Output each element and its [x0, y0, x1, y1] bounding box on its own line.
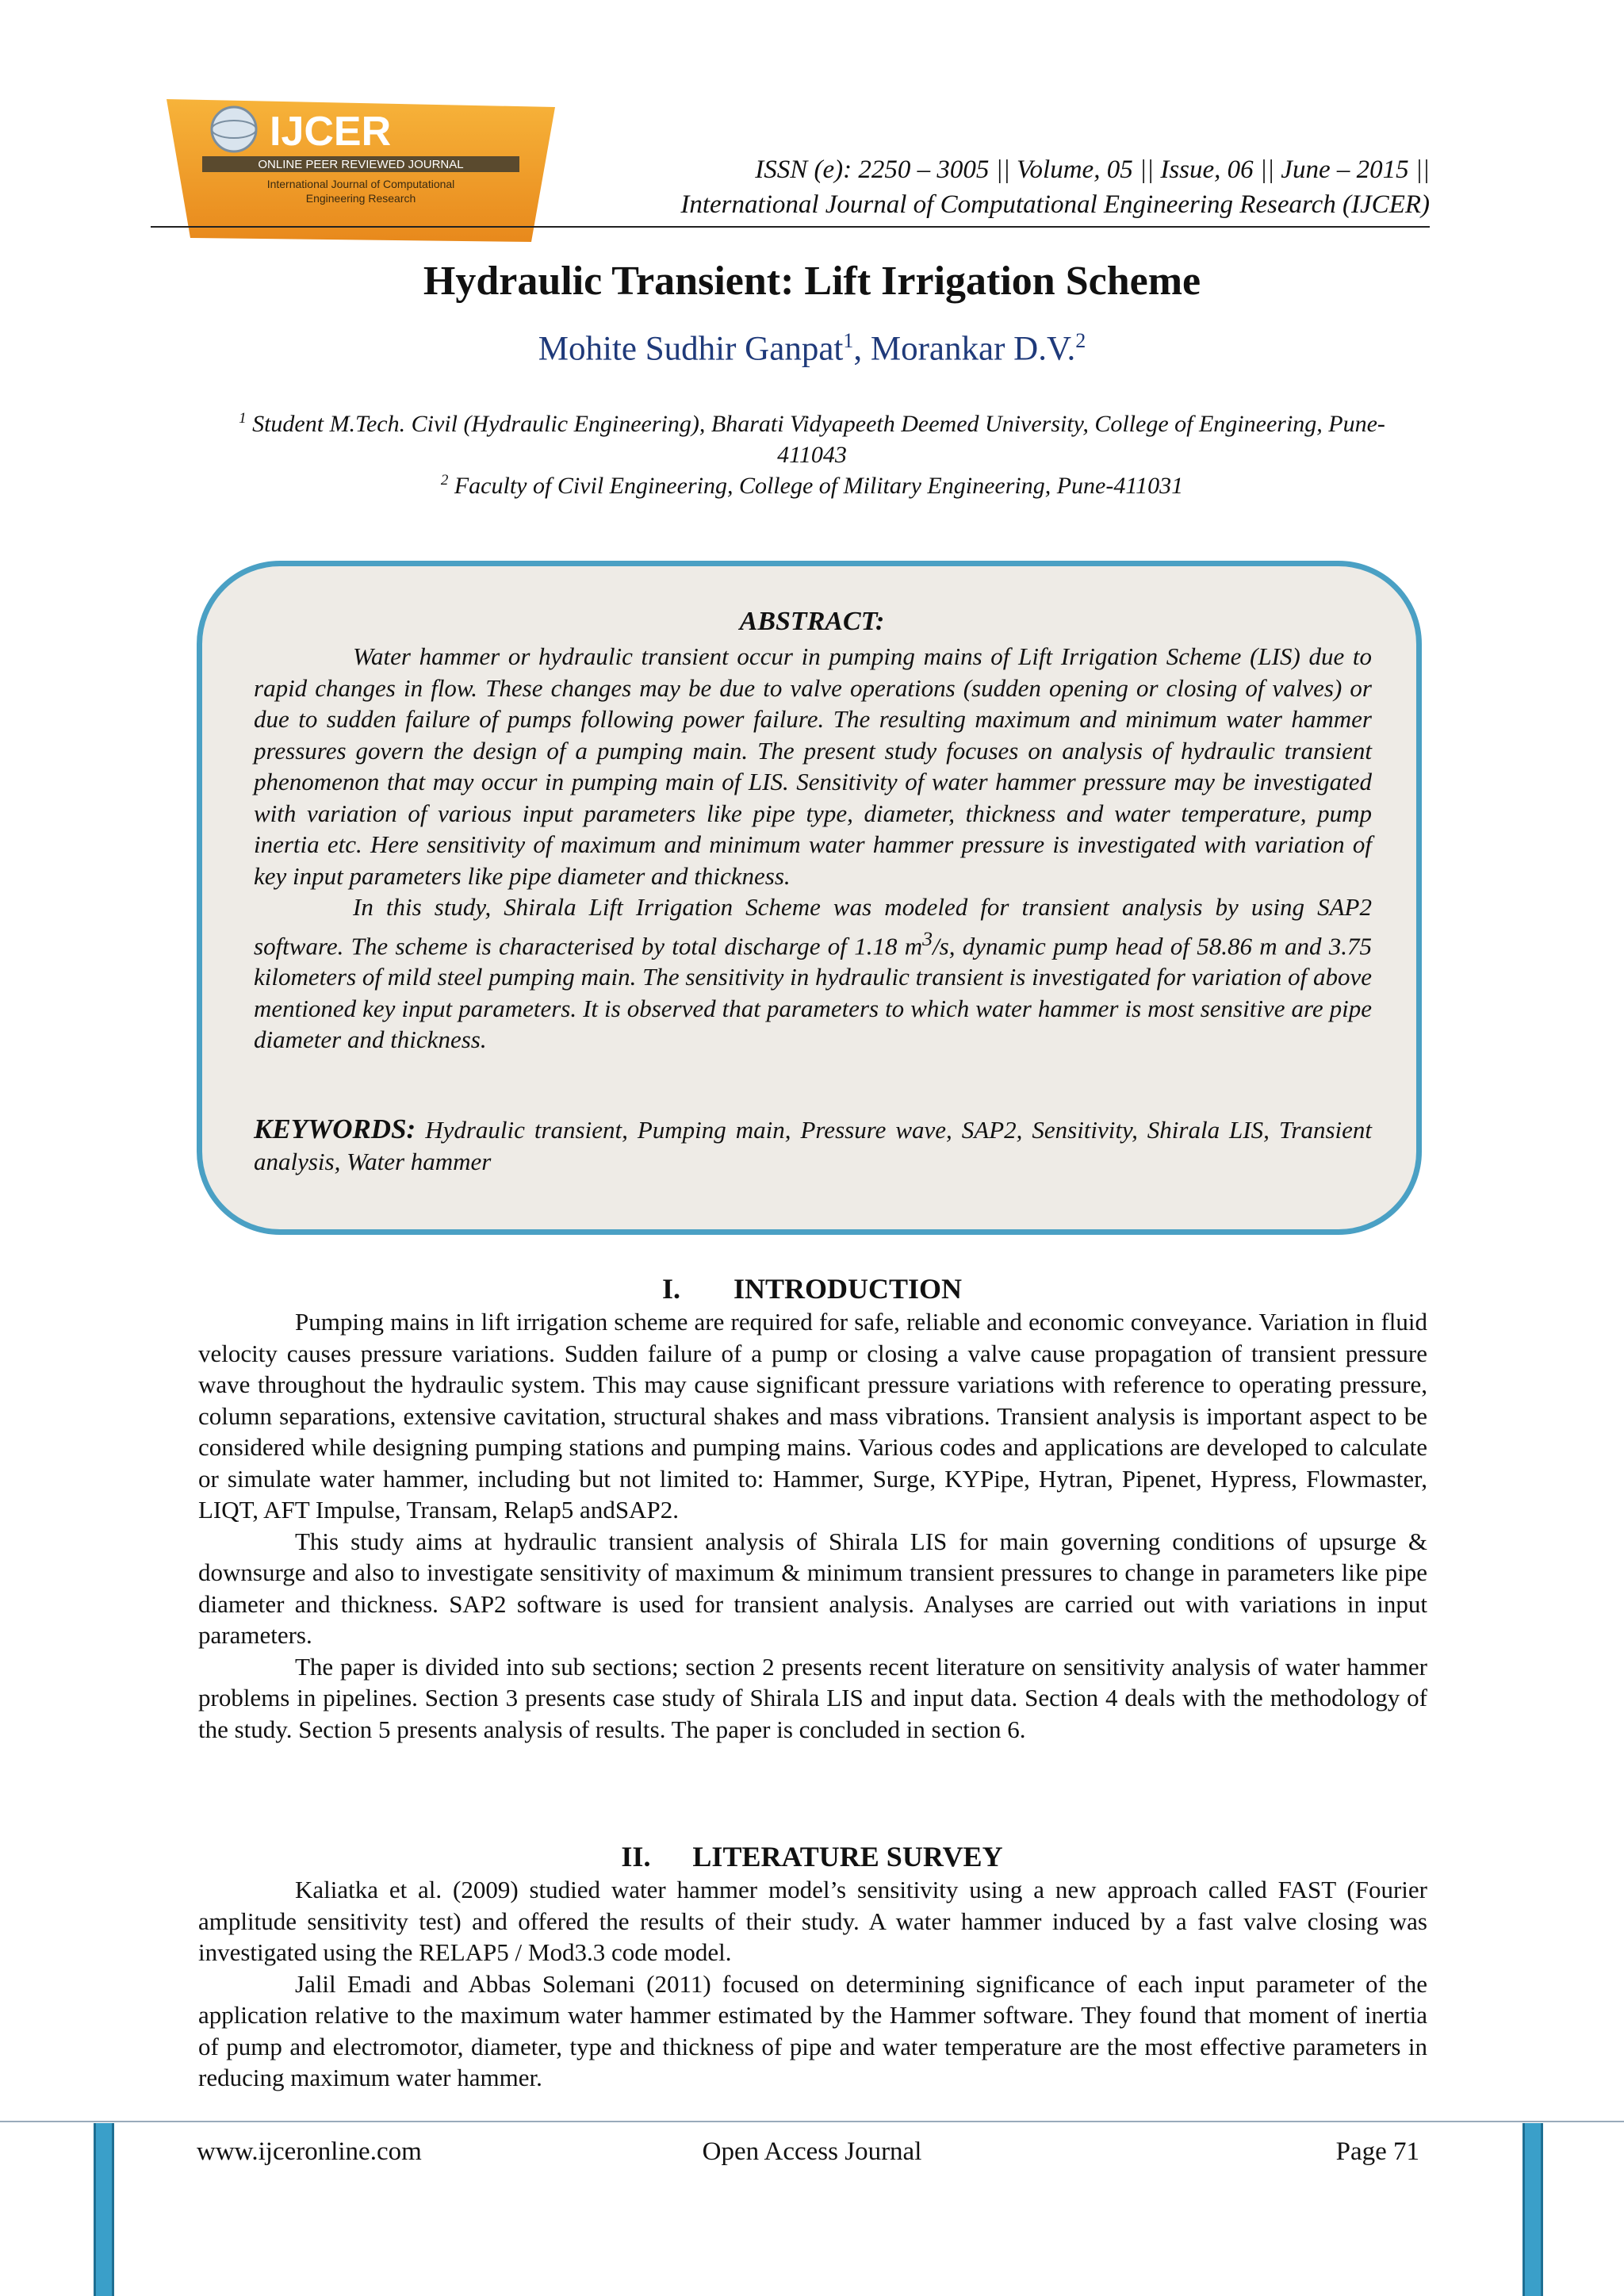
footer-website-link[interactable]: www.ijceronline.com [197, 2137, 422, 2166]
issn-line: ISSN (e): 2250 – 3005 || Volume, 05 || Issue, 06 || June – 2015 || [755, 155, 1430, 184]
logo-line1: ONLINE PEER REVIEWED JOURNAL [258, 158, 464, 171]
keywords-label: KEYWORDS: [254, 1114, 416, 1144]
section-2-paragraph-1: Kaliatka et al. (2009) studied water hammer model’s sensitivity using a new approach called FAST (Fourier amplitude sensitivity test) and offered the results of their study. A water hammer induced by a fast valve closing was investigated using the RELAP5 / Mod3.3 code model. [198, 1876, 1427, 1966]
abstract-p2-sup: 3 [922, 926, 933, 950]
journal-name-line: International Journal of Computational Engineering Research (IJCER) [680, 190, 1430, 219]
paper-title: Hydraulic Transient: Lift Irrigation Scheme [423, 259, 1201, 304]
section-2-number: II. [621, 1841, 651, 1872]
logo-line2: International Journal of Computational [266, 178, 455, 190]
section-2-title: LITERATURE SURVEY [692, 1841, 1003, 1872]
section-1-paragraph-1: Pumping mains in lift irrigation scheme are required for safe, reliable and economic conveyance. Variation in fluid velocity causes pressure variations. Sudden failure of a pump or closing a valve cause propagation of transient pressure wave throughout the hydraulic system. This may cause significant pressure variations with reference to operating pressure, column separations, extensive cavitation, structural shakes and mass vibrations. Transient analysis is important aspect to be considered while designing pumping stations and pumping mains. Various codes and applications are developed to calculate or simulate water hammer, including but not limited to: Hammer, Surge, KYPipe, Hytran, Pipenet, Hypress, Flowmaster, LIQT, AFT Impulse, Transam, Relap5 andSAP2. [198, 1308, 1427, 1524]
section-1-number: I. [661, 1273, 680, 1305]
abstract-paragraph-1: Water hammer or hydraulic transient occur in pumping mains of Lift Irrigation Scheme (LIS) due to rapid changes in flow. These changes may be due to valve operations (sudden opening or closing of valves) or due to sudden failure of pumps following power failure. The resulting maximum and minimum water hammer pressures govern the design of a pumping main. The present study focuses on analysis of hydraulic transient phenomenon that may occur in pumping main of LIS. Sensitivity of water hammer pressure may be investigated with variation of various input parameters like pipe type, diameter, thickness and water temperature, pump inertia etc. Here sensitivity of maximum and minimum water hammer pressure is investigated with variation of key input parameters like pipe diameter and thickness. [254, 642, 1372, 890]
affiliation-1-sup: 1 [239, 410, 247, 427]
abstract-paragraph-2 [254, 891, 1372, 1056]
author-1: Mohite Sudhir Ganpat [538, 330, 844, 368]
author-2-sup: 2 [1075, 329, 1086, 352]
section-1-title: INTRODUCTION [733, 1273, 963, 1305]
section-1-paragraph-2: This study aims at hydraulic transient analysis of Shirala LIS for main governing conditions of upsurge & downsurge and also to investigate sensitivity of maximum & minimum transient pressures to change in parameters like pipe diameter and thickness. SAP2 software is used for transient analysis. Analyses are carried out with variations in input parameters. [198, 1527, 1427, 1649]
abstract-body [254, 641, 1372, 1056]
affiliation-2-text: Faculty of Civil Engineering, College of Military Engineering, Pune-411031 [448, 473, 1184, 499]
author-separator: , [853, 330, 871, 368]
logo-name: IJCER [270, 109, 392, 155]
section-2-heading [0, 1840, 1624, 1873]
section-1-paragraph-3: The paper is divided into sub sections; section 2 presents recent literature on sensitivity analysis of water hammer problems in pipelines. Section 3 presents case study of Shirala LIS and input data. Section 4 deals with the methodology of the study. Section 5 presents analysis of results. The paper is concluded in section 6. [198, 1652, 1427, 1743]
abstract-heading: ABSTRACT: [739, 607, 885, 636]
affiliation-2 [238, 465, 1386, 501]
page-number: Page 71 [1335, 2137, 1419, 2166]
affiliation-1 [238, 403, 1386, 470]
author-1-sup: 1 [843, 329, 854, 352]
affiliation-1-text: Student M.Tech. Civil (Hydraulic Engineering), Bharati Vidyapeeth Deemed University, College of Engineering, Pune-411043 [246, 411, 1385, 468]
abstract-p2-part-b: /s, dynamic pump head of 58.86 m and 3.75 kilometers of mild steel pumping main. The sensitivity in hydraulic transient is investigated for variation of above mentioned key input parameters. It is observed that parameters to which water hammer is most sensitive are pipe diameter and thickness. [254, 931, 1372, 1054]
authors [0, 329, 1624, 368]
abstract-p2-part-a: In this study, Shirala Lift Irrigation Scheme was modeled for transient analysis by using SAP2 software. The scheme is characterised by total discharge of 1.18 m [254, 893, 1372, 960]
keywords-text: Hydraulic transient, Pumping main, Pressure wave, SAP2, Sensitivity, Shirala LIS, Transient analysis, Water hammer [254, 1116, 1372, 1175]
header-rule [151, 226, 1430, 228]
section-2-body [198, 1874, 1427, 2094]
footer-rule [0, 2121, 1624, 2122]
journal-logo [159, 99, 555, 242]
footer-center-text: Open Access Journal [702, 2137, 922, 2166]
keywords [254, 1114, 1372, 1177]
section-1-body [198, 1306, 1427, 1745]
author-2: Morankar D.V. [870, 330, 1076, 368]
logo-line3: Engineering Research [305, 192, 416, 205]
section-1-heading [0, 1272, 1624, 1305]
section-2-paragraph-2: Jalil Emadi and Abbas Solemani (2011) focused on determining significance of each input parameter of the application relative to the maximum water hammer estimated by the Hammer software. They found that moment of inertia of pump and electromotor, diameter, type and thickness of pipe and water temperature are the most effective parameters in reducing maximum water hammer. [198, 1969, 1427, 2091]
affiliation-2-sup: 2 [440, 472, 449, 489]
